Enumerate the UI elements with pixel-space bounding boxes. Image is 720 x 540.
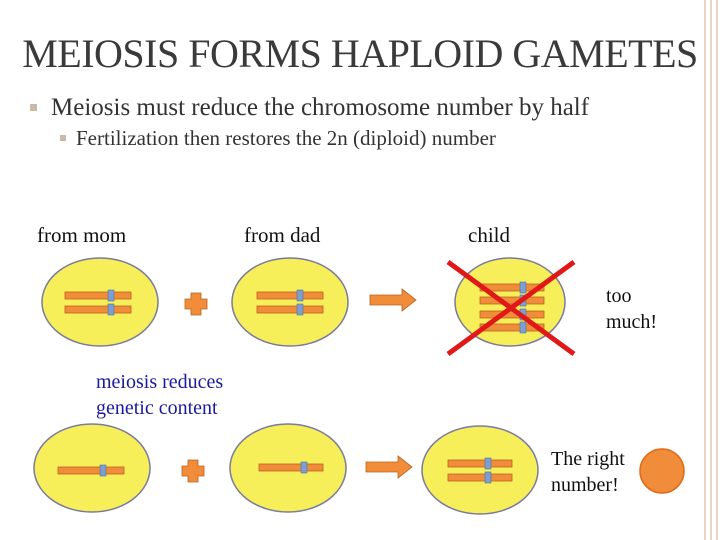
bullet-sub-text: Fertilization then restores the 2n (diploid) number xyxy=(76,126,496,150)
note-meiosis-line-2: genetic content xyxy=(96,397,218,419)
cell-dad-diploid xyxy=(232,258,348,346)
note-meiosis-reduces xyxy=(96,369,223,421)
chromosome xyxy=(448,458,512,469)
label-child: child xyxy=(468,223,510,247)
arrow-right xyxy=(366,456,412,478)
note-too-much-line-1: too xyxy=(606,285,632,307)
arrow-right xyxy=(370,289,416,311)
plus-sign xyxy=(182,460,204,482)
note-too-much-line-2: much! xyxy=(606,311,658,333)
note-too-much xyxy=(606,283,657,335)
chromosome xyxy=(65,304,131,315)
chromosome xyxy=(257,290,323,301)
slide-title: MEIOSIS FORMS HAPLOID GAMETES xyxy=(22,31,698,76)
chromosome xyxy=(448,472,512,483)
cell-mom-gamete xyxy=(34,424,150,512)
plus-sign xyxy=(185,293,207,315)
chromosome xyxy=(58,465,124,476)
cell-child-correct xyxy=(422,426,538,514)
decorative-circle xyxy=(640,449,684,493)
chromosome xyxy=(259,462,323,473)
label-from-mom: from mom xyxy=(37,223,127,247)
note-right-line-2: number! xyxy=(551,474,619,496)
label-from-dad: from dad xyxy=(244,223,321,247)
cell-mom-diploid xyxy=(42,258,158,346)
bullet-main-text: Meiosis must reduce the chromosome number by half xyxy=(51,94,590,121)
chromosome xyxy=(257,304,323,315)
note-right-number xyxy=(551,446,625,498)
chromosome xyxy=(65,290,131,301)
note-right-line-1: The right xyxy=(551,448,625,470)
cell-dad-gamete xyxy=(230,424,346,512)
note-meiosis-line-1: meiosis reduces xyxy=(96,371,224,393)
